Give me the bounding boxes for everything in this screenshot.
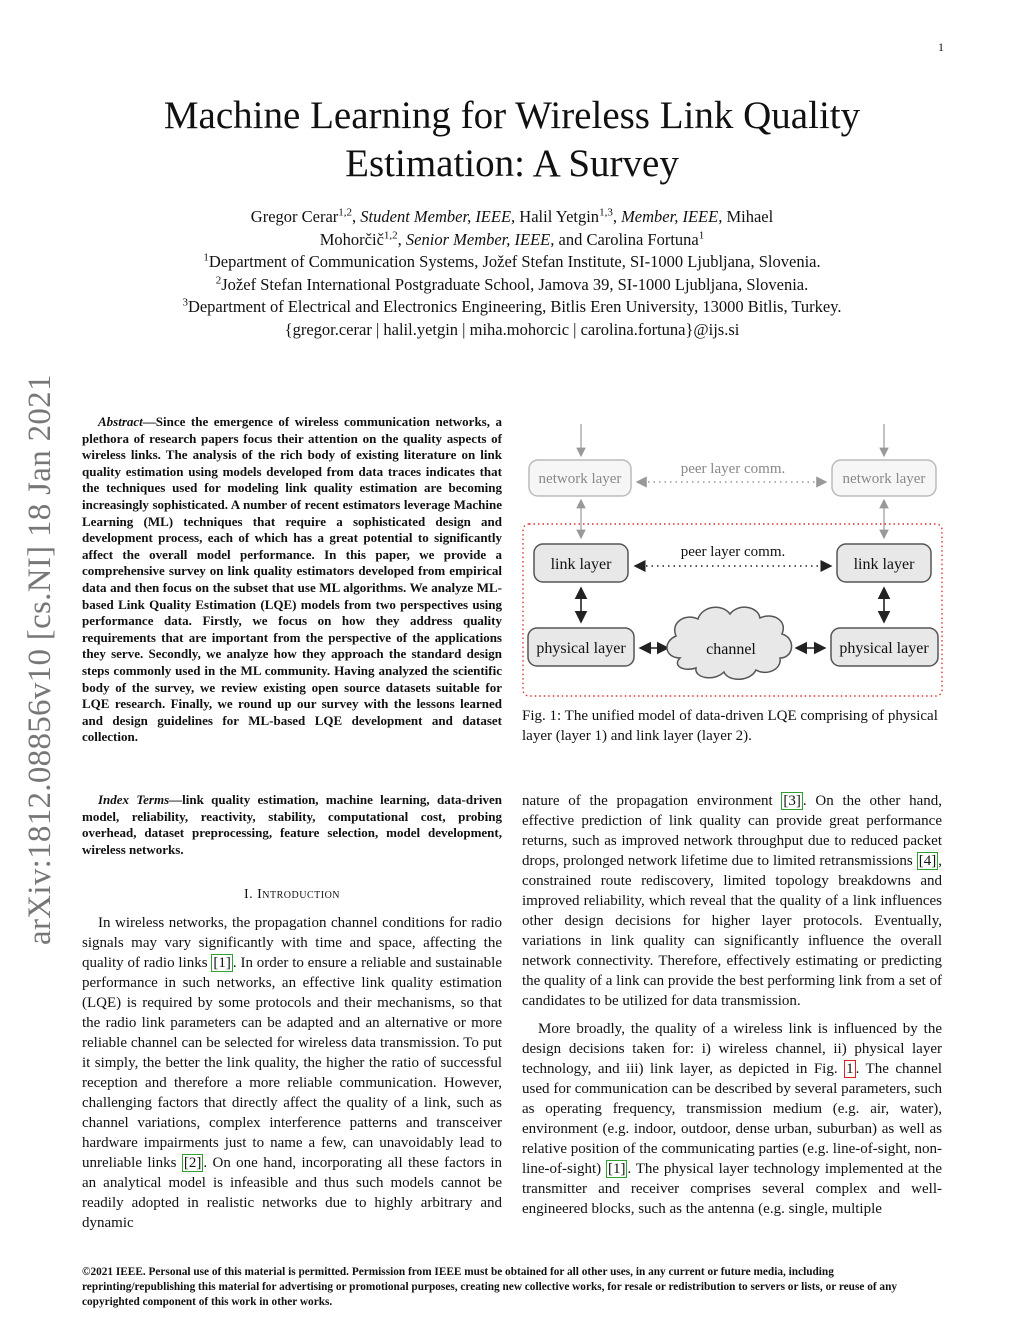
citation-link[interactable]: [4] — [918, 853, 937, 869]
text-run: , constrained route rediscovery, limited topology breakdowns and improved reliability, which reveal that the quality of a link influences other design decisions for higher layer protocols. Eventually, variations in link quality can significantly influence the overall network connectivity. Therefore, effectively estimating or predicting the quality of a link can provide the best performing link from a set of candidates to be utilized for data transmission. — [522, 853, 942, 1009]
peer-comm-mid-label: peer layer comm. — [680, 544, 786, 560]
section-title: Introduction — [257, 887, 341, 902]
title-line-2: Estimation: A Survey — [345, 142, 679, 185]
abstract — [82, 414, 502, 746]
intro-paragraph-right-1 — [522, 791, 942, 1011]
section-number: I. — [243, 887, 254, 902]
author-block — [0, 206, 1024, 341]
author-sup: 1,2 — [383, 229, 398, 241]
index-terms-label: Index Terms — [98, 792, 170, 807]
index-terms-text: —link quality estimation, machine learning, data-driven model, reliability, reactivity, stability, computational cost, probing overhead, dataset preprocessing, feature selection, model development, wireless networks. — [82, 792, 502, 857]
author-line-2: Mohorčič$^{1,2}$, Senior Member, IEEE, and Carolina Fortuna$^1$ — [319, 229, 705, 249]
title-line-1: Machine Learning for Wireless Link Quality — [163, 94, 861, 137]
citation-link[interactable]: [2] — [183, 1155, 202, 1171]
author-role: Member, IEEE, — [621, 207, 723, 226]
abstract-label: Abstract — [98, 414, 143, 429]
text-run: More broadly, the quality of a wireless link is influenced by the design decisions taken for: i) wireless channel, ii) physical layer technology, and iii) link layer, as depicted in Fig. — [522, 1021, 942, 1077]
author-name: Halil Yetgin — [519, 207, 600, 226]
author-emails: {gregor.cerar | halil.yetgin | miha.mohorcic | carolina.fortuna}@ijs.si — [284, 319, 740, 339]
physical-layer-left-label: physical layer — [536, 640, 626, 657]
author-sup: 1,2 — [338, 206, 353, 219]
intro-paragraph-right-2 — [522, 1019, 942, 1219]
link-layer-left-label: link layer — [550, 556, 612, 573]
figure-caption: Fig. 1: The unified model of data-driven LQE comprising of physical layer (layer 1) and link layer (layer 2). — [522, 708, 938, 744]
affiliation-sup: 3 — [182, 296, 188, 309]
link-layer-right-label: link layer — [853, 556, 915, 573]
author-role: Senior Member, IEEE, — [405, 229, 555, 249]
text-run: . In order to ensure a reliable and sustainable performance in such networks, an effective link quality estimation (LQE) is required by some protocols and their mechanisms, so that the radio link parameters can be adapted and an alternative or more reliable channel can be selected for wireless data transmission. To put it simply, the better the link quality, the higher the ratio of successful reception and therefore a more reliable communication. However, challenging factors that directly affect the quality of a link, such as channel variations, complex interference patterns and transceiver hardware impairments just to name a few, can unavoidably lead to unreliable links — [82, 955, 502, 1171]
figure-1-diagram — [520, 420, 946, 702]
author-sup: 1,3 — [599, 206, 613, 219]
copyright-footer: ©2021 IEEE. Personal use of this material is permitted. Permission from IEEE must be obtained for all other uses, in any current or future media, including reprinting/republishing this material for advertising or promotional purposes, creating new collective works, for resale or redistribution to servers or lists, or reuse of any copyrighted component of this work in other works. — [82, 1266, 898, 1308]
citation-link[interactable]: [3] — [783, 793, 801, 809]
citation-link[interactable]: [1] — [607, 1161, 626, 1177]
text-run: . On one hand, incorporating all these factors in an analytical model is infeasible and thus such models cannot be readily adopted in realistic networks due to highly arbitrary and dynamic — [82, 1155, 502, 1231]
affiliation-text: Department of Communication Systems, Jožef Stefan Institute, SI-1000 Ljubljana, Slovenia. — [208, 252, 821, 271]
affiliation-1 — [0, 251, 1024, 274]
affiliation-text: Jožef Stefan International Postgraduate School, Jamova 39, SI-1000 Ljubljana, Slovenia. — [221, 274, 809, 294]
author-name: Mihael — [726, 207, 774, 226]
network-layer-left-label: network layer — [538, 471, 622, 487]
channel-label: channel — [706, 641, 756, 658]
author-name: and Carolina Fortuna — [558, 229, 699, 249]
abstract-text: —Since the emergence of wireless communication networks, a plethora of research papers focus their attention on the quality aspects of wireless links. The analysis of the rich body of existing literature on link quality estimation using models developed from data traces indicates that the techniques used for modeling link quality estimation are becoming increasingly sophisticated. A number of recent estimators leverage Machine Learning (ML) techniques that require a sophisticated design and development process, each of which has a great potential to significantly affect the overall model performance. In this paper, we provide a comprehensive survey on link quality estimators developed from empirical data and then focus on the subset that use ML algorithms. We analyze ML-based Link Quality Estimation (LQE) models from two perspectives using performance data. Firstly, we focus on how they address quality requirements that are important from the perspective of the applications they serve. Secondly, we analyze how they approach the standard design steps commonly used in the ML community. Having analyzed the scientific body of the survey, we review existing open source datasets suitable for LQE research. Finally, we round up our survey with the lessons learned and design guidelines for ML-based LQE development and dataset collection. — [82, 414, 502, 745]
author-role: Student Member, IEEE, — [360, 207, 516, 226]
index-terms — [82, 792, 502, 858]
arxiv-stamp: arXiv:1812.08856v10 [cs.NI] 18 Jan 2021 — [22, 374, 58, 945]
intro-paragraph-1 — [82, 913, 502, 1233]
affiliation-3 — [0, 296, 1024, 319]
author-name: Mohorčič — [319, 229, 384, 249]
section-heading — [82, 887, 502, 903]
physical-layer-right-label: physical layer — [839, 640, 929, 657]
figure-ref-link[interactable]: 1 — [846, 1061, 854, 1077]
citation-link[interactable]: [1] — [213, 955, 231, 971]
page-number: 1 — [938, 40, 944, 54]
intro-left-column — [82, 913, 502, 1233]
text-run: . The channel used for communication can be described by several parameters, such as operating frequency, transmission medium (e.g. air, water), environment (e.g. indoor, outdoor, dense urban, suburban) as well as relative position of the communicating parties (e.g. line-of-sight, non-line-of-sight) — [522, 1061, 942, 1177]
affiliation-sup: 2 — [215, 274, 222, 286]
affiliation-text: Department of Electrical and Electronics Engineering, Bitlis Eren University, 13000 Bitlis, Turkey. — [187, 297, 842, 316]
text-run: nature of the propagation environment — [522, 793, 782, 809]
text-run: . The physical layer technology implemented at the transmitter and receiver comprises several complex and well-engineered blocks, such as the antenna (e.g. single, multiple — [522, 1161, 942, 1217]
author-name: Gregor Cerar — [250, 207, 339, 226]
text-run: In wireless networks, the propagation channel conditions for radio signals may vary significantly with time and space, affecting the quality of radio links — [82, 915, 502, 971]
intro-right-column — [522, 791, 942, 1219]
network-layer-right-label: network layer — [842, 471, 926, 487]
paper-title — [0, 92, 1024, 188]
author-sup: 1 — [698, 229, 705, 241]
affiliation-sup: 1 — [203, 251, 209, 264]
author-line-1: Gregor Cerar$^{1,2}$, Student Member, IEEE, Halil Yetgin$^{1,3}$, Member, IEEE, Mihael — [250, 206, 774, 226]
text-run: . On the other hand, effective prediction of link quality can provide great performance returns, such as improved network throughput due to reduced packet drops, prolonged network lifetime due to limited retransmissions — [522, 793, 942, 869]
affiliation-2 — [0, 274, 1024, 297]
peer-comm-top-label: peer layer comm. — [680, 461, 786, 477]
